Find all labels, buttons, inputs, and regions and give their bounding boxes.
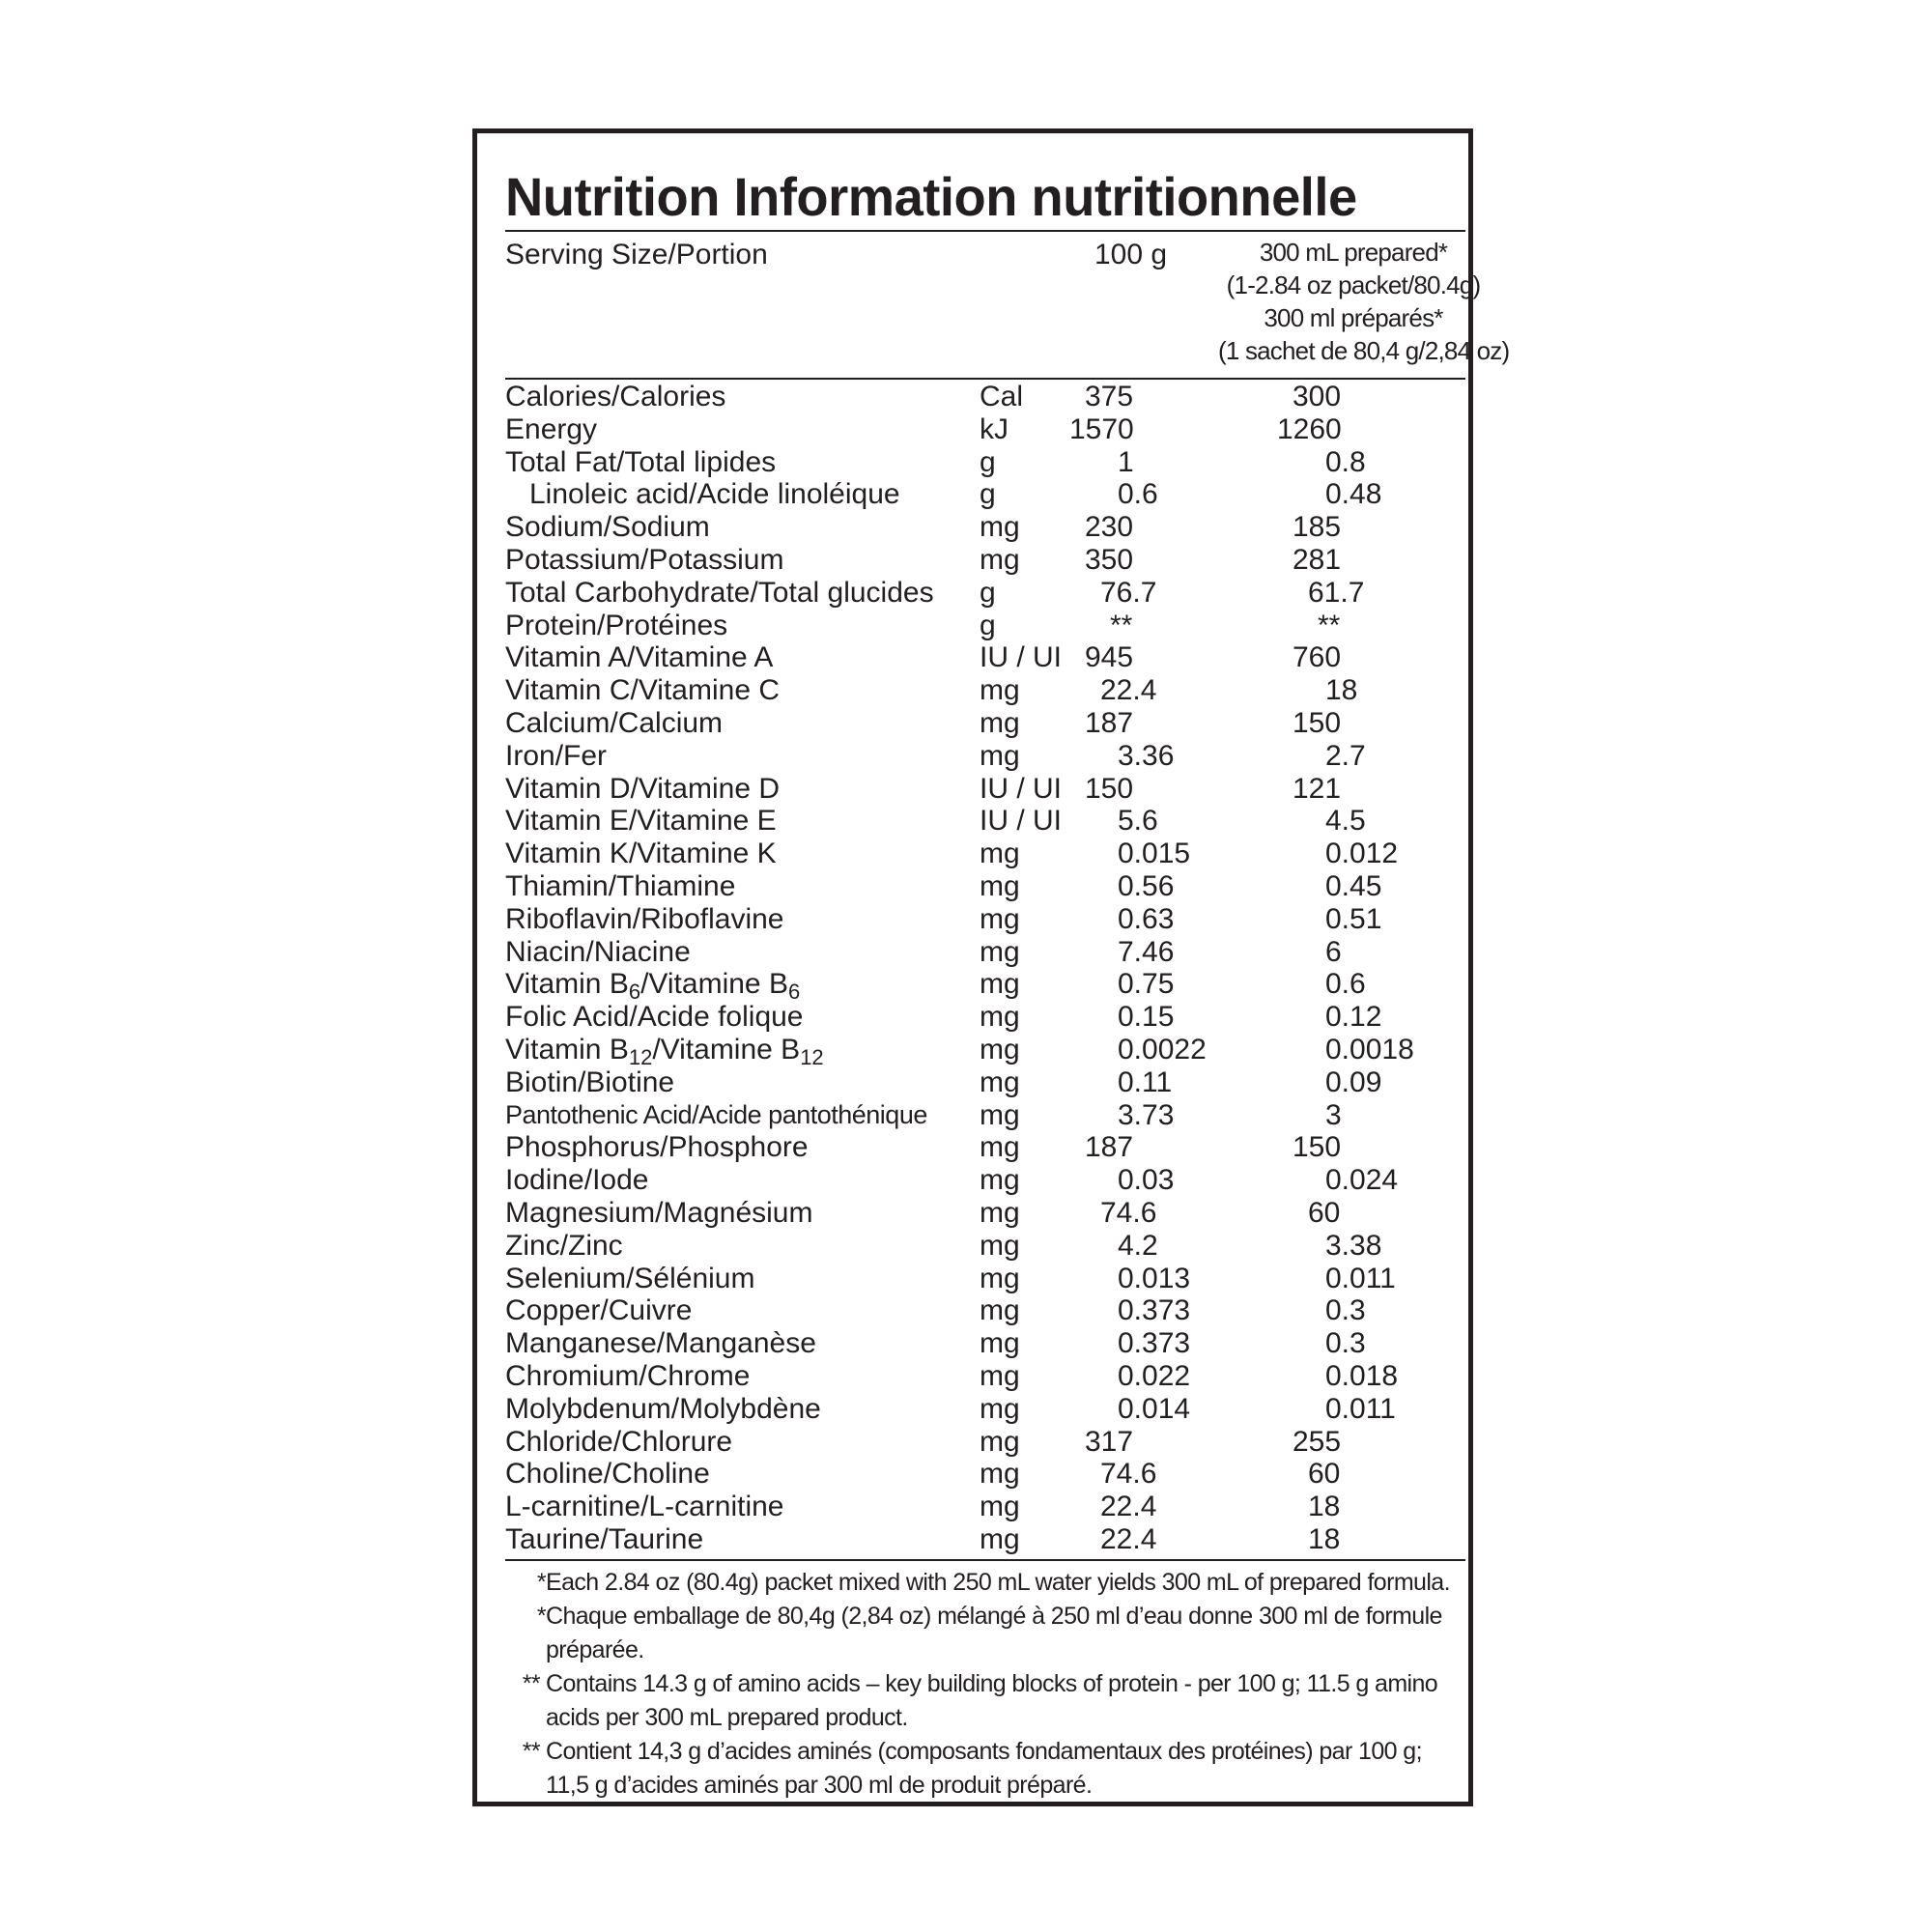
table-row (505, 707, 1465, 740)
serving-col2-line: (1 sachet de 80,4 g/2,84 oz) (1218, 336, 1510, 365)
nutrient-unit: mg (980, 1294, 1020, 1327)
serving-size-label: Serving Size/Portion (505, 239, 768, 270)
value-per-100g: 3.36 (1118, 739, 1175, 772)
value-per-100g: 0.013 (1118, 1262, 1191, 1294)
value-per-300ml: 300 (1293, 381, 1342, 412)
value-per-100g: 317 (1085, 1425, 1134, 1458)
nutrient-unit: mg (980, 1262, 1020, 1294)
value-per-100g: 230 (1085, 511, 1134, 544)
nutrient-name (505, 968, 801, 1005)
value-per-300ml: 0.6 (1325, 968, 1366, 1001)
table-row (505, 1033, 1465, 1069)
value-per-300ml: 0.09 (1325, 1065, 1382, 1098)
value-per-300ml: 0.3 (1325, 1327, 1366, 1360)
value-per-100g: 0.0022 (1118, 1033, 1207, 1065)
nutrient-name: Phosphorus/Phosphore (505, 1131, 809, 1164)
footnote-mark: ** (522, 1670, 540, 1697)
nutrient-unit: mg (980, 543, 1020, 576)
nutrient-unit: g (980, 445, 996, 478)
value-per-300ml: 3.38 (1325, 1229, 1382, 1262)
nutrient-unit: mg (980, 706, 1020, 739)
nutrient-name: Zinc/Zinc (505, 1229, 623, 1262)
table-row (505, 446, 1465, 479)
value-per-300ml: 18 (1308, 1522, 1341, 1555)
nutrient-unit: g (980, 478, 996, 511)
nutrient-name: Thiamin/Thiamine (505, 869, 736, 902)
value-per-100g: 0.6 (1118, 478, 1158, 511)
table-row (505, 1360, 1465, 1393)
nutrient-unit: mg (980, 511, 1020, 544)
table-row (505, 1294, 1465, 1327)
value-per-300ml: 6 (1325, 935, 1342, 968)
nutrient-name: Folic Acid/Acide folique (505, 1001, 804, 1034)
table-row (505, 544, 1465, 577)
nutrient-name: Pantothenic Acid/Acide pantothénique (505, 1099, 927, 1129)
nutrient-name: Total Carbohydrate/Total glucides (505, 576, 934, 609)
nutrient-name: Calcium/Calcium (505, 706, 724, 739)
nutrient-unit: mg (980, 1229, 1020, 1262)
table-row (505, 1523, 1465, 1556)
value-per-300ml: 0.8 (1325, 445, 1366, 478)
nutrient-name: Vitamin K/Vitamine K (505, 838, 777, 870)
value-per-300ml: 3 (1325, 1098, 1342, 1131)
nutrient-unit: mg (980, 1458, 1020, 1491)
table-row (505, 610, 1465, 642)
nutrient-name: Taurine/Taurine (505, 1522, 704, 1555)
value-per-100g: 22.4 (1100, 674, 1157, 707)
table-row (505, 1099, 1465, 1132)
value-per-100g: 0.014 (1118, 1392, 1191, 1425)
value-per-100g: 3.73 (1118, 1098, 1175, 1131)
value-per-100g: 0.63 (1118, 902, 1175, 935)
nutrient-name: Chloride/Chlorure (505, 1425, 733, 1458)
nutrient-unit: mg (980, 1131, 1020, 1164)
nutrient-unit: mg (980, 1327, 1020, 1360)
nutrient-name: Iodine/Iode (505, 1164, 649, 1197)
value-per-300ml: 18 (1325, 674, 1358, 707)
value-per-100g: ** (1110, 609, 1133, 641)
table-row (505, 1164, 1465, 1197)
value-per-100g: 0.75 (1118, 968, 1175, 1001)
value-per-100g: 4.2 (1118, 1229, 1158, 1262)
footnote (505, 1566, 1465, 1600)
nutrient-name: Protein/Protéines (505, 609, 728, 641)
nutrient-name: Sodium/Sodium (505, 511, 710, 544)
nutrient-name-part: Vitamin B (505, 1033, 629, 1065)
value-per-300ml: 150 (1293, 1131, 1342, 1164)
serving-col2-line: 300 mL prepared* (1259, 238, 1448, 267)
panel-title: Nutrition Information nutritionnelle (505, 166, 1357, 227)
value-per-100g: 74.6 (1100, 1458, 1157, 1491)
value-per-300ml: 61.7 (1308, 576, 1365, 609)
nutrient-name: Copper/Cuivre (505, 1294, 693, 1327)
nutrient-name: Total Fat/Total lipides (505, 445, 777, 478)
serving-col2-line: 300 ml préparés* (1264, 303, 1443, 332)
value-per-300ml: 2.7 (1325, 739, 1366, 772)
footnote-mark: * (536, 1603, 546, 1630)
value-per-300ml: 760 (1293, 641, 1342, 674)
table-row (505, 478, 1465, 511)
table-row (505, 936, 1465, 969)
value-per-100g: 7.46 (1118, 935, 1175, 968)
value-per-100g: 5.6 (1118, 805, 1158, 838)
value-per-300ml: 18 (1308, 1491, 1341, 1523)
value-per-100g: 76.7 (1100, 576, 1157, 609)
nutrient-subscript: 12 (800, 1044, 824, 1069)
footnote (505, 1667, 1465, 1735)
nutrient-unit: mg (980, 674, 1020, 707)
title-divider (505, 230, 1465, 232)
table-row (505, 805, 1465, 838)
value-per-300ml: 0.012 (1325, 838, 1399, 870)
nutrient-unit: mg (980, 1065, 1020, 1098)
value-per-300ml: 0.51 (1325, 902, 1382, 935)
table-row (505, 740, 1465, 773)
nutrient-unit: mg (980, 1001, 1020, 1034)
nutrient-unit: mg (980, 902, 1020, 935)
table-row (505, 903, 1465, 936)
footnote-text: Contient 14,3 g d’acides aminés (composants fondamentaux des protéines) par 100 g; 11,5 g d’acides aminés par 300 ml de produit préparé. (546, 1738, 1422, 1799)
nutrient-name-part: Vitamin B (505, 968, 629, 1001)
value-per-300ml: 0.3 (1325, 1294, 1366, 1327)
value-per-300ml: 1260 (1277, 412, 1342, 445)
nutrient-unit: mg (980, 739, 1020, 772)
nutrient-name: Vitamin D/Vitamine D (505, 772, 781, 805)
serving-col1-header: 100 g (1094, 239, 1168, 270)
nutrient-name: Vitamin E/Vitamine E (505, 805, 777, 838)
value-per-100g: 74.6 (1100, 1196, 1157, 1229)
nutrient-unit: mg (980, 1098, 1020, 1131)
nutrient-name-part: /Vitamine B (652, 1033, 801, 1065)
value-per-100g: 1 (1118, 445, 1134, 478)
nutrient-name: Potassium/Potassium (505, 543, 784, 576)
value-per-100g: 0.11 (1118, 1065, 1173, 1098)
value-per-100g: 150 (1085, 772, 1134, 805)
footnote-mark: ** (522, 1738, 540, 1765)
value-per-300ml: 0.011 (1325, 1392, 1396, 1425)
nutrient-name: Manganese/Manganèse (505, 1327, 816, 1360)
nutrition-panel-inner (505, 133, 1510, 1802)
nutrient-table (505, 381, 1465, 1556)
table-row (505, 1491, 1465, 1523)
nutrient-unit: mg (980, 869, 1020, 902)
table-row (505, 1458, 1465, 1491)
table-row (505, 1327, 1465, 1360)
value-per-100g: 22.4 (1100, 1522, 1157, 1555)
nutrient-name: Riboflavin/Riboflavine (505, 902, 784, 935)
nutrient-unit: mg (980, 1425, 1020, 1458)
nutrient-name: Chromium/Chrome (505, 1359, 751, 1392)
table-row (505, 1230, 1465, 1263)
serving-col2-header (1218, 236, 1510, 367)
nutrient-name (505, 1033, 824, 1069)
table-row (505, 413, 1465, 446)
table-row (505, 1197, 1465, 1230)
nutrient-unit: mg (980, 1033, 1020, 1065)
nutrient-name: Selenium/Sélénium (505, 1262, 755, 1294)
value-per-300ml: 121 (1293, 772, 1342, 805)
footnote (505, 1600, 1465, 1667)
nutrient-name: Calories/Calories (505, 381, 726, 412)
nutrient-name: Vitamin A/Vitamine A (505, 641, 774, 674)
nutrient-name: Vitamin C/Vitamine C (505, 674, 781, 707)
nutrient-name: L-carnitine/L-carnitine (505, 1491, 784, 1523)
value-per-300ml: 0.45 (1325, 869, 1382, 902)
value-per-300ml: 0.011 (1325, 1262, 1396, 1294)
nutrient-subscript: 6 (787, 980, 801, 1005)
footnote-text: Contains 14.3 g of amino acids – key building blocks of protein - per 100 g; 11.5 g amino acids per 300 mL prepared product. (546, 1670, 1438, 1731)
table-row (505, 1001, 1465, 1034)
table-row (505, 511, 1465, 544)
nutrient-unit: mg (980, 1164, 1020, 1197)
table-row (505, 773, 1465, 806)
footnote-text: Each 2.84 oz (80.4g) packet mixed with 250 mL water yields 300 mL of prepared formula. (546, 1569, 1450, 1596)
value-per-300ml: 185 (1293, 511, 1342, 544)
value-per-100g: 375 (1085, 381, 1134, 412)
table-row (505, 968, 1465, 1005)
nutrient-name: Linoleic acid/Acide linoléique (529, 478, 900, 511)
value-per-300ml: 0.48 (1325, 478, 1382, 511)
table-row (505, 641, 1465, 674)
table-row (505, 674, 1465, 707)
nutrient-name: Iron/Fer (505, 739, 608, 772)
nutrient-subscript: 12 (628, 1044, 653, 1069)
serving-col2-line: (1-2.84 oz packet/80.4g) (1226, 270, 1481, 299)
value-per-300ml: 281 (1293, 543, 1342, 576)
serving-divider (505, 378, 1465, 380)
nutrient-unit: Cal (980, 381, 1024, 412)
value-per-100g: 0.015 (1118, 838, 1191, 870)
nutrient-unit: mg (980, 935, 1020, 968)
nutrient-subscript: 6 (628, 980, 641, 1005)
table-row (505, 1263, 1465, 1295)
table-row (505, 577, 1465, 610)
footnote-divider (505, 1559, 1465, 1561)
nutrient-name: Choline/Choline (505, 1458, 710, 1491)
nutrient-unit: mg (980, 1522, 1020, 1555)
nutrient-unit: g (980, 576, 996, 609)
table-row (505, 1066, 1465, 1099)
value-per-100g: 945 (1085, 641, 1134, 674)
nutrient-name: Molybdenum/Molybdène (505, 1392, 821, 1425)
value-per-100g: 0.373 (1118, 1327, 1191, 1360)
nutrient-unit: mg (980, 1196, 1020, 1229)
value-per-300ml: 0.024 (1325, 1164, 1399, 1197)
value-per-300ml: 0.12 (1325, 1001, 1382, 1034)
table-row (505, 1393, 1465, 1426)
footnote-text: Chaque emballage de 80,4g (2,84 oz) mélangé à 250 ml d’eau donne 300 ml de formule préparée. (546, 1603, 1442, 1663)
nutrient-unit: IU / UI (980, 805, 1063, 838)
value-per-300ml: 60 (1308, 1458, 1341, 1491)
nutrient-name: Magnesium/Magnésium (505, 1196, 813, 1229)
value-per-100g: 0.373 (1118, 1294, 1191, 1327)
value-per-300ml: 150 (1293, 706, 1342, 739)
value-per-300ml: 4.5 (1325, 805, 1366, 838)
nutrient-unit: mg (980, 1491, 1020, 1523)
value-per-100g: 0.56 (1118, 869, 1175, 902)
nutrient-unit: g (980, 609, 996, 641)
nutrient-name: Niacin/Niacine (505, 935, 691, 968)
value-per-100g: 0.03 (1118, 1164, 1175, 1197)
footnote (505, 1735, 1465, 1803)
table-row (505, 870, 1465, 903)
value-per-100g: 1570 (1069, 412, 1134, 445)
table-row (505, 838, 1465, 870)
value-per-100g: 187 (1085, 706, 1134, 739)
footnote-mark: * (536, 1569, 546, 1596)
value-per-100g: 187 (1085, 1131, 1134, 1164)
value-per-100g: 350 (1085, 543, 1134, 576)
footnotes (505, 1566, 1465, 1803)
value-per-300ml: 60 (1308, 1196, 1341, 1229)
table-row (505, 381, 1465, 413)
table-row (505, 1131, 1465, 1164)
nutrient-unit: mg (980, 968, 1020, 1001)
nutrient-unit: mg (980, 1359, 1020, 1392)
value-per-300ml: 0.018 (1325, 1359, 1399, 1392)
value-per-300ml: 0.0018 (1325, 1033, 1414, 1065)
value-per-300ml: 255 (1293, 1425, 1342, 1458)
nutrient-unit: kJ (980, 412, 1009, 445)
table-row (505, 1426, 1465, 1459)
nutrient-unit: IU / UI (980, 641, 1063, 674)
nutrient-name: Energy (505, 412, 598, 445)
nutrient-unit: IU / UI (980, 772, 1063, 805)
value-per-300ml: ** (1318, 609, 1341, 641)
nutrient-unit: mg (980, 838, 1020, 870)
nutrient-name: Biotin/Biotine (505, 1065, 675, 1098)
value-per-100g: 22.4 (1100, 1491, 1157, 1523)
nutrient-name-part: /Vitamine B (640, 968, 788, 1001)
value-per-100g: 0.022 (1118, 1359, 1191, 1392)
value-per-100g: 0.15 (1118, 1001, 1175, 1034)
nutrition-panel (472, 128, 1510, 1806)
nutrient-unit: mg (980, 1392, 1020, 1425)
